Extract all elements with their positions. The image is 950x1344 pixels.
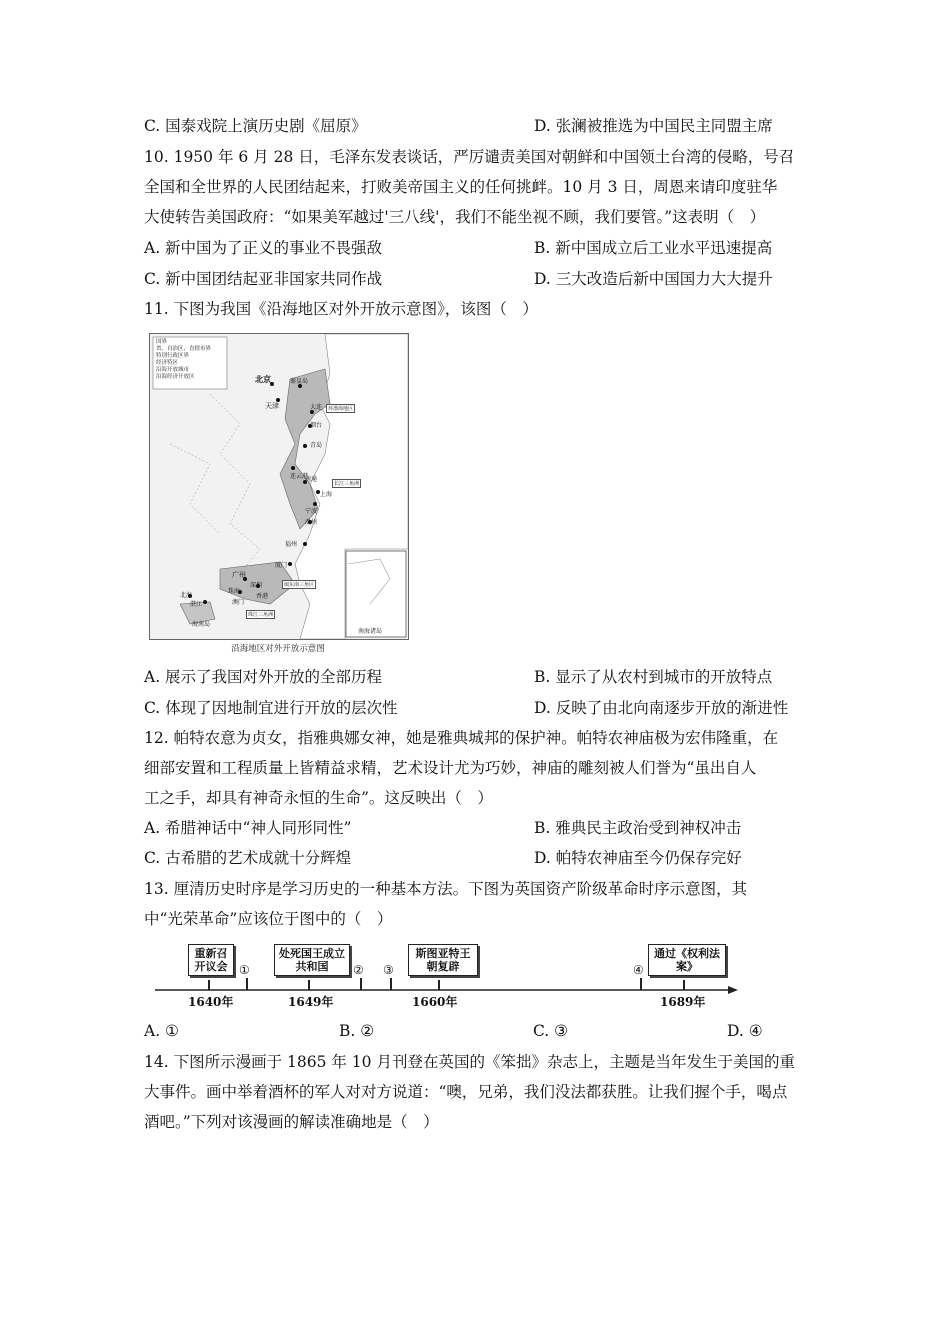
timeline-diagram	[150, 938, 740, 1008]
q12-option-b: B. 雅典民主政治受到神权冲击	[534, 819, 742, 837]
tick-marker-1	[246, 978, 248, 990]
tick-marker-3	[390, 978, 392, 990]
q12-option-c: C. 古希腊的艺术成就十分辉煌	[144, 849, 352, 867]
map-label-nantong: 南通	[305, 476, 318, 483]
map-label-qingdao: 青岛	[310, 442, 323, 449]
map-label-guangzhou: 广州	[232, 571, 246, 579]
map-label-hainan: 海南岛	[192, 621, 211, 628]
map-region-bohai: 环渤海地区	[328, 406, 354, 412]
q14-stem-line-1: 14. 下图所示漫画于 1865 年 10 月刊登在英国的《笨拙》杂志上，主题是当年发生于美国的重	[144, 1053, 795, 1071]
q14-stem-line-3: 酒吧。”下列对该漫画的解读准确地是（ ）	[144, 1113, 439, 1131]
map-legend: 国界 省、自治区、直辖市界 特别行政区界 经济特区 沿海开放城市 沿海经济开放区	[156, 339, 212, 380]
map-label-lianyungang: 连云港	[290, 473, 309, 480]
marker-4: ④	[633, 963, 644, 977]
map-label-fuzhou: 福州	[285, 541, 298, 548]
q12-option-d: D. 帕特农神庙至今仍保存完好	[534, 849, 742, 867]
map-label-aomen: 澳门	[232, 599, 245, 606]
map-label-zhuhai: 珠海	[228, 588, 241, 595]
timeline-event-1: 重新召开议会	[188, 944, 234, 976]
year-1689: 1689年	[660, 995, 706, 1009]
tick-marker-4	[640, 978, 642, 990]
q12-stem-line-3: 工之手，却具有神奇永恒的生命”。这反映出（ ）	[144, 789, 493, 807]
q11-option-d: D. 反映了由北向南逐步开放的渐进性	[534, 699, 789, 717]
q13-stem-line-1: 13. 厘清历史时序是学习历史的一种基本方法。下图为英国资产阶级革命时序示意图，其	[144, 880, 748, 898]
q9-option-d: D. 张澜被推选为中国民主同盟主席	[534, 117, 773, 135]
map-caption: 沿海地区对外开放示意图	[231, 644, 325, 654]
map-label-tianjin: 天津	[265, 402, 279, 410]
timeline-event-4: 通过《权利法案》	[648, 944, 726, 976]
map-label-shenzhen: 深圳	[250, 582, 263, 589]
map-label-xianggang: 香港	[256, 593, 269, 600]
map-region-zhujiang: 珠江三角洲	[248, 612, 274, 618]
q10-stem-line-2: 全国和全世界的人民团结起来，打败美帝国主义的任何挑衅。10 月 3 日，周恩来请印度驻华	[144, 178, 778, 196]
tick-1640	[208, 980, 210, 990]
q11-option-a: A. 展示了我国对外开放的全部历程	[144, 668, 383, 686]
year-1640: 1640年	[188, 995, 234, 1009]
q11-option-b: B. 显示了从农村到城市的开放特点	[534, 668, 773, 686]
q10-stem-line-1: 10. 1950 年 6 月 28 日，毛泽东发表谈话，严厉谴责美国对朝鲜和中国领土台湾的侵略，号召	[144, 148, 795, 166]
map-label-dalian: 大连	[310, 404, 323, 411]
q10-option-c: C. 新中国团结起亚非国家共同作战	[144, 270, 383, 288]
q13-option-c: C. ③	[533, 1022, 569, 1040]
q11-stem: 11. 下图为我国《沿海地区对外开放示意图》，该图（ ）	[144, 300, 538, 318]
q10-option-d: D. 三大改造后新中国国力大大提升	[534, 270, 773, 288]
coastal-opening-map	[149, 333, 409, 640]
map-label-qinhuangdao: 秦皇岛	[290, 378, 309, 385]
q10-option-a: A. 新中国为了正义的事业不畏强敌	[144, 239, 383, 257]
timeline-event-3: 斯图亚特王朝复辟	[408, 944, 478, 976]
q14-stem-line-2: 大事件。画中举着酒杯的军人对对方说道：“噢，兄弟，我们没法都获胜。让我们握个手，喝点	[144, 1083, 788, 1101]
q12-option-a: A. 希腊神话中“神人同形同性”	[144, 819, 352, 837]
q13-option-d: D. ④	[727, 1022, 763, 1040]
year-1649: 1649年	[288, 995, 334, 1009]
map-label-xiamen: 厦门	[275, 562, 288, 569]
q12-stem-line-1: 12. 帕特农意为贞女，指雅典娜女神，她是雅典城邦的保护神。帕特农神庙极为宏伟隆重，在	[144, 729, 779, 747]
map-label-beihai: 北海	[180, 592, 193, 599]
q13-stem-line-2: 中“光荣革命”应该位于图中的（ ）	[144, 910, 393, 928]
q9-option-c: C. 国泰戏院上演历史剧《屈原》	[144, 117, 367, 135]
marker-2: ②	[353, 963, 364, 977]
map-label-shanghai: 上海	[320, 491, 333, 498]
map-label-yantai: 烟台	[310, 422, 323, 429]
year-1660: 1660年	[412, 995, 458, 1009]
map-label-beijing: 北京	[255, 374, 271, 384]
map-region-changjiang: 长江三角洲	[334, 481, 360, 487]
q10-option-b: B. 新中国成立后工业水平迅速提高	[534, 239, 773, 257]
map-inset-label: 南海诸岛	[358, 628, 383, 635]
marker-1: ①	[239, 963, 250, 977]
q10-stem-line-3: 大使转告美国政府：“如果美军越过'三八线'，我们不能坐视不顾，我们要管。”这表明（ ）	[144, 208, 766, 226]
q13-option-a: A. ①	[144, 1022, 179, 1040]
tick-1649	[308, 980, 310, 990]
map-region-mindongnan: 闽东南三角区	[284, 582, 315, 588]
q13-option-b: B. ②	[339, 1022, 375, 1040]
map-label-zhanjiang: 湛江	[190, 601, 203, 608]
q12-stem-line-2: 细部安置和工程质量上皆精益求精，艺术设计尤为巧妙，神庙的雕刻被人们誉为“虽出自人	[144, 759, 757, 777]
map-label-ningbo: 宁波	[305, 508, 318, 515]
timeline-event-2: 处死国王成立共和国	[274, 944, 350, 976]
map-label-wenzhou: 温州	[305, 519, 318, 526]
tick-1660	[438, 980, 440, 990]
tick-marker-2	[360, 978, 362, 990]
tick-1689	[683, 980, 685, 990]
q11-option-c: C. 体现了因地制宜进行开放的层次性	[144, 699, 398, 717]
marker-3: ③	[383, 963, 394, 977]
